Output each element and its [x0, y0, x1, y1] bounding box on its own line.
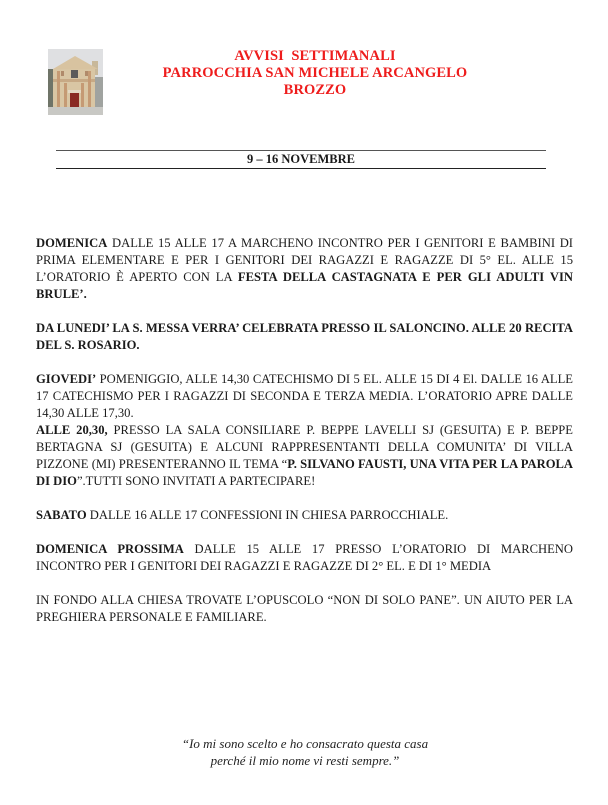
scripture-quote [120, 735, 490, 769]
notice-thursday-evening [36, 422, 573, 490]
notice-text: POMENIGGIO, ALLE 14,30 CATECHISMO DI 5 EL. ALLE 15 DI 4 El. DALLE 16 ALLE 17 CATECHISMO PER I RAGAZZI DI SECONDA E TERZA MEDIA. L’ORATORIO APRE DALLE 14,30 ALLE 17,30. [36, 372, 573, 420]
parish-name: PARROCCHIA SAN MICHELE ARCANGELO [162, 65, 468, 81]
notice-text: ”.TUTTI SONO INVITATI A PARTECIPARE! [76, 474, 316, 488]
notice-text: DALLE 15 ALLE 17 PRESSO L’ORATORIO DI MARCHENO INCONTRO PER I GENITORI DEI RAGAZZI E RAGAZZE DI 2° EL. E DI 1° MEDIA [36, 542, 573, 573]
notice-text: DALLE 16 ALLE 17 CONFESSIONI IN CHIESA PARROCCHIALE. [86, 508, 449, 522]
notice-thursday [36, 371, 573, 422]
notice-day-label: GIOVEDI’ [36, 372, 97, 386]
church-photo [48, 49, 103, 115]
notice-text: DALLE 15 ALLE 17 A MARCHENO INCONTRO PER I GENITORI E BAMBINI DI PRIMA ELEMENTARE E PER I GENITORI DEI RAGAZZI E RAGAZZE DI 5° EL. ALLE 15 L’ORATORIO È APERTO CON LA [36, 236, 573, 284]
notice-day-label: SABATO [36, 508, 87, 522]
notice-text: IN FONDO ALLA CHIESA TROVATE L’OPUSCOLO “NON DI SOLO PANE”. UN AIUTO PER LA PREGHIERA PERSONALE E FAMILIARE. [36, 593, 573, 624]
notice-booklet [36, 592, 573, 626]
quote-line-2: perché il mio nome vi resti sempre.” [210, 753, 400, 768]
notice-highlight: FESTA DELLA CASTAGNATA E PER GLI ADULTI VIN BRULE’. [36, 270, 573, 301]
town-name: BROZZO [283, 82, 347, 98]
date-range: 9 – 16 NOVEMBRE [247, 152, 355, 166]
talk-title: P. SILVANO FAUSTI, UNA VITA PER LA PAROLA DI DIO [36, 457, 573, 488]
notice-saturday [36, 507, 573, 524]
quote-line-1: “Io mi sono scelto e ho consacrato questa casa [181, 736, 429, 751]
notice-highlight: DA LUNEDI’ LA S. MESSA VERRA’ CELEBRATA PRESSO IL SALONCINO. ALLE 20 RECITA DEL S. ROSARIO. [36, 321, 573, 352]
notice-monday [36, 320, 573, 354]
church-facade-image [48, 49, 103, 115]
notices [36, 235, 573, 643]
notice-sunday [36, 235, 573, 303]
top-divider [56, 150, 546, 151]
bulletin-title: AVVISI SETTIMANALI [234, 48, 396, 64]
notice-next-sunday [36, 541, 573, 575]
bottom-divider [56, 168, 546, 169]
notice-text: PRESSO LA SALA CONSILIARE P. BEPPE LAVELLI SJ (GESUITA) E P. BEPPE BERTAGNA SJ (GESUITA) E ALCUNI RAPPRESENTANTI DELLA COMUNITA’ DI VILLA PIZZONE (MI) PRESENTERANNO IL TEMA “ [36, 423, 573, 471]
bulletin-header [150, 48, 480, 99]
notice-day-label: DOMENICA [36, 236, 108, 250]
notice-time-label: ALLE 20,30, [36, 423, 108, 437]
notice-day-label: DOMENICA PROSSIMA [36, 542, 184, 556]
